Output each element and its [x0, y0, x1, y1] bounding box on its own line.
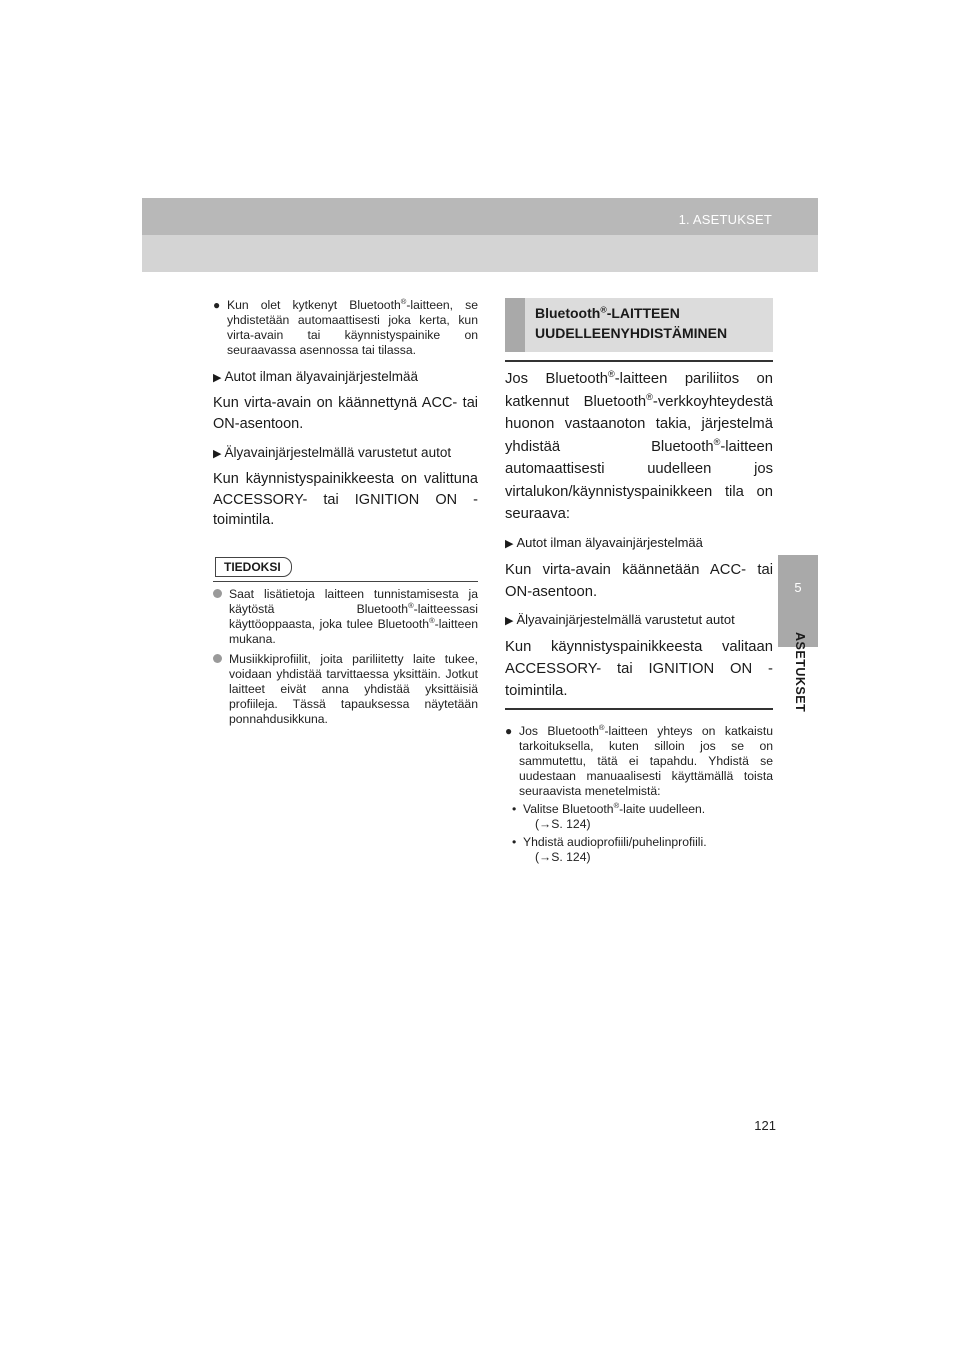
circle-bullet-icon — [213, 654, 222, 663]
heading-bar — [505, 298, 525, 352]
section-heading: Bluetooth®-LAITTEEN UUDELLEENYHDISTÄMINEN — [505, 298, 773, 352]
chapter-label: ASETUKSET — [793, 632, 807, 713]
page-reference-link[interactable]: (→S. 124) — [535, 849, 591, 864]
triangle-icon: ▶ — [213, 448, 222, 460]
reconnect-frame — [505, 360, 773, 710]
triangle-icon: ▶ — [505, 537, 514, 550]
text-no-smart-key: Kun virta-avain käännetään ACC- tai ON-asentoon. — [505, 561, 773, 600]
right-column — [505, 298, 773, 865]
text-no-smart-key: Kun virta-avain on käännettynä ACC- tai ON-asentoon. — [213, 395, 478, 432]
left-column — [213, 298, 478, 727]
note-item-info: Saat lisätietoja laitteen tunnistamisesta ja käytöstä Bluetooth®-laitteessasi käyttöoppaasta, joka tulee Bluetooth®-laitteen mukana. — [213, 587, 478, 647]
note-label: TIEDOKSI — [215, 557, 292, 577]
note-divider — [213, 581, 478, 583]
triangle-icon: ▶ — [213, 372, 222, 384]
option-reselect-device: • Valitse Bluetooth®-laite uudelleen. (→S. 124) — [505, 802, 773, 832]
page-number: 121 — [754, 1118, 776, 1133]
subheading-smart-key: ▶ Älyavainjärjestelmällä varustetut autot — [505, 611, 735, 627]
subheading-no-smart-key: ▶ Autot ilman älyavainjärjestelmää — [505, 534, 703, 550]
triangle-icon: ▶ — [505, 614, 514, 627]
page-reference-link[interactable]: (→S. 124) — [535, 816, 591, 831]
subheading-no-smart-key: ▶ Autot ilman älyavainjärjestelmää — [213, 369, 419, 384]
reconnect-intro: Jos Bluetooth®-laitteen pariliitos on katkennut Bluetooth®-verkkoyhteydestä huonon vastaanoton takia, järjestelmä yhdistää Bluetooth®-laitteen automaattisesti uudelleen jos virtalukon/käynnistyspainikkeen tila on seuraava: — [505, 369, 773, 522]
option-connect-profile: • Yhdistä audioprofiili/puhelinprofiili. (→S. 124) — [505, 835, 773, 865]
section-title: 1. ASETUKSET — [678, 212, 772, 227]
bullet-auto-connect: ● Kun olet kytkenyt Bluetooth®-laitteen, se yhdistetään automaattisesti joka kerta, kun virta-avain tai käynnistyspainike on seuraavassa asennossa tai tilassa. — [213, 296, 478, 357]
bullet-icon: ● — [505, 723, 513, 738]
text-smart-key: Kun käynnistyspainikkeesta on valittuna ACCESSORY- tai IGNITION ON -toimintila. — [213, 471, 478, 528]
circle-bullet-icon — [213, 589, 222, 598]
note-item-profiles: Musiikkiprofiilit, joita pariliitetty laite tukee, voidaan yhdistää tarvittaessa yksittäin. Jotkut laitteet eivät anna yhdistää yksittäisiä profiileja. Tässä tapauksessa näytetään ponnahdusikkuna. — [213, 652, 478, 727]
bullet-manual-reconnect: ● Jos Bluetooth®-laitteen yhteys on katkaistu tarkoituksella, kuten silloin jos se on sammutettu, tätä ei tapahdu. Yhdistä se uudestaan manuaalisesti käyttämällä toista seuraavista menetelmistä: — [505, 722, 773, 798]
text-smart-key: Kun käynnistyspainikkeesta valitaan ACCESSORY- tai IGNITION ON -toimintila. — [505, 638, 773, 699]
bullet-icon: ● — [213, 298, 221, 312]
chapter-number: 5 — [794, 580, 802, 595]
subheading-smart-key: ▶ Älyavainjärjestelmällä varustetut autot — [213, 445, 452, 460]
